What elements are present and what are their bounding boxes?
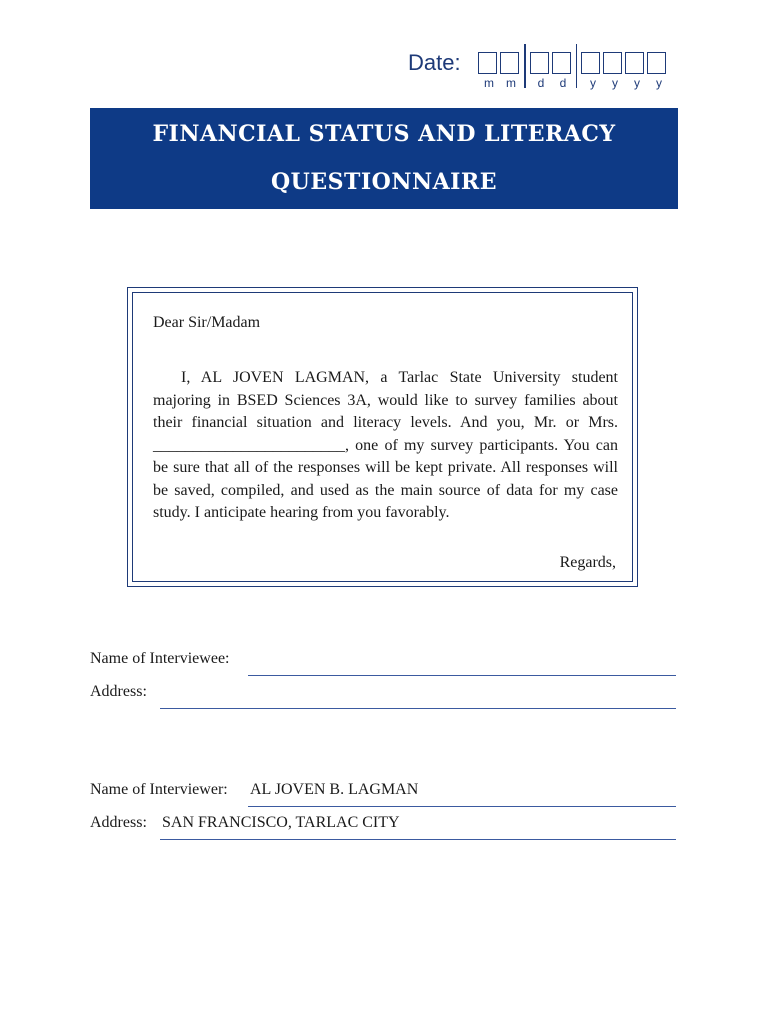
interviewer-address-value[interactable]: SAN FRANCISCO, TARLAC CITY (162, 814, 400, 831)
title-banner (90, 108, 678, 209)
interviewer-name-value[interactable]: AL JOVEN B. LAGMAN (250, 781, 419, 798)
date-box-year-2 (603, 52, 622, 74)
date-box-year-3 (625, 52, 644, 74)
letter-closing: Regards, (559, 554, 616, 571)
date-placeholder: y (612, 76, 618, 90)
date-placeholder: d (559, 76, 567, 90)
interviewer-address-underline (160, 839, 676, 840)
date-placeholder: d (537, 76, 545, 90)
date-box-month-1 (478, 52, 497, 74)
date-placeholder: y (634, 76, 640, 90)
interviewee-address-underline (160, 708, 676, 709)
date-label: Date: (408, 50, 461, 75)
interviewee-name-underline (248, 675, 676, 676)
title-line-1: FINANCIAL STATUS AND LITERACY (152, 121, 616, 147)
interviewer-name-underline (248, 806, 676, 807)
letter-box (127, 287, 638, 587)
interviewee-address-label: Address: (90, 683, 147, 700)
date-field (408, 46, 708, 94)
date-box-day-2 (552, 52, 571, 74)
date-box-year-1 (581, 52, 600, 74)
interviewee-name-field[interactable] (90, 650, 678, 674)
date-placeholder: m (506, 76, 516, 90)
letter-body: I, AL JOVEN LAGMAN, a Tarlac State University student majoring in BSED Sciences 3A, would like to survey families about their financial situation and literacy levels. And you, Mr. or Mrs. ________________________, one of my survey participants. You can be sure that all of the responses will be kept private. All responses will be saved, compiled, and used as the main source of data for my case study. I anticipate hearing from you favorably. (153, 369, 618, 521)
interviewee-name-label: Name of Interviewee: (90, 650, 230, 667)
date-placeholder: y (590, 76, 596, 90)
interviewer-address-label: Address: (90, 814, 147, 831)
letter-salutation: Dear Sir/Madam (153, 314, 261, 331)
interviewer-name-label: Name of Interviewer: (90, 781, 228, 798)
date-placeholder: m (484, 76, 494, 90)
date-box-month-2 (500, 52, 519, 74)
date-box-year-4 (647, 52, 666, 74)
title-line-2: QUESTIONNAIRE (271, 169, 497, 195)
interviewee-address-field[interactable] (90, 683, 678, 707)
interviewer-name-field[interactable] (90, 781, 678, 805)
letter-inner-border (132, 292, 633, 582)
date-box-day-1 (530, 52, 549, 74)
date-placeholders (478, 76, 670, 90)
date-placeholder: y (656, 76, 662, 90)
interviewer-address-field[interactable] (90, 814, 678, 838)
